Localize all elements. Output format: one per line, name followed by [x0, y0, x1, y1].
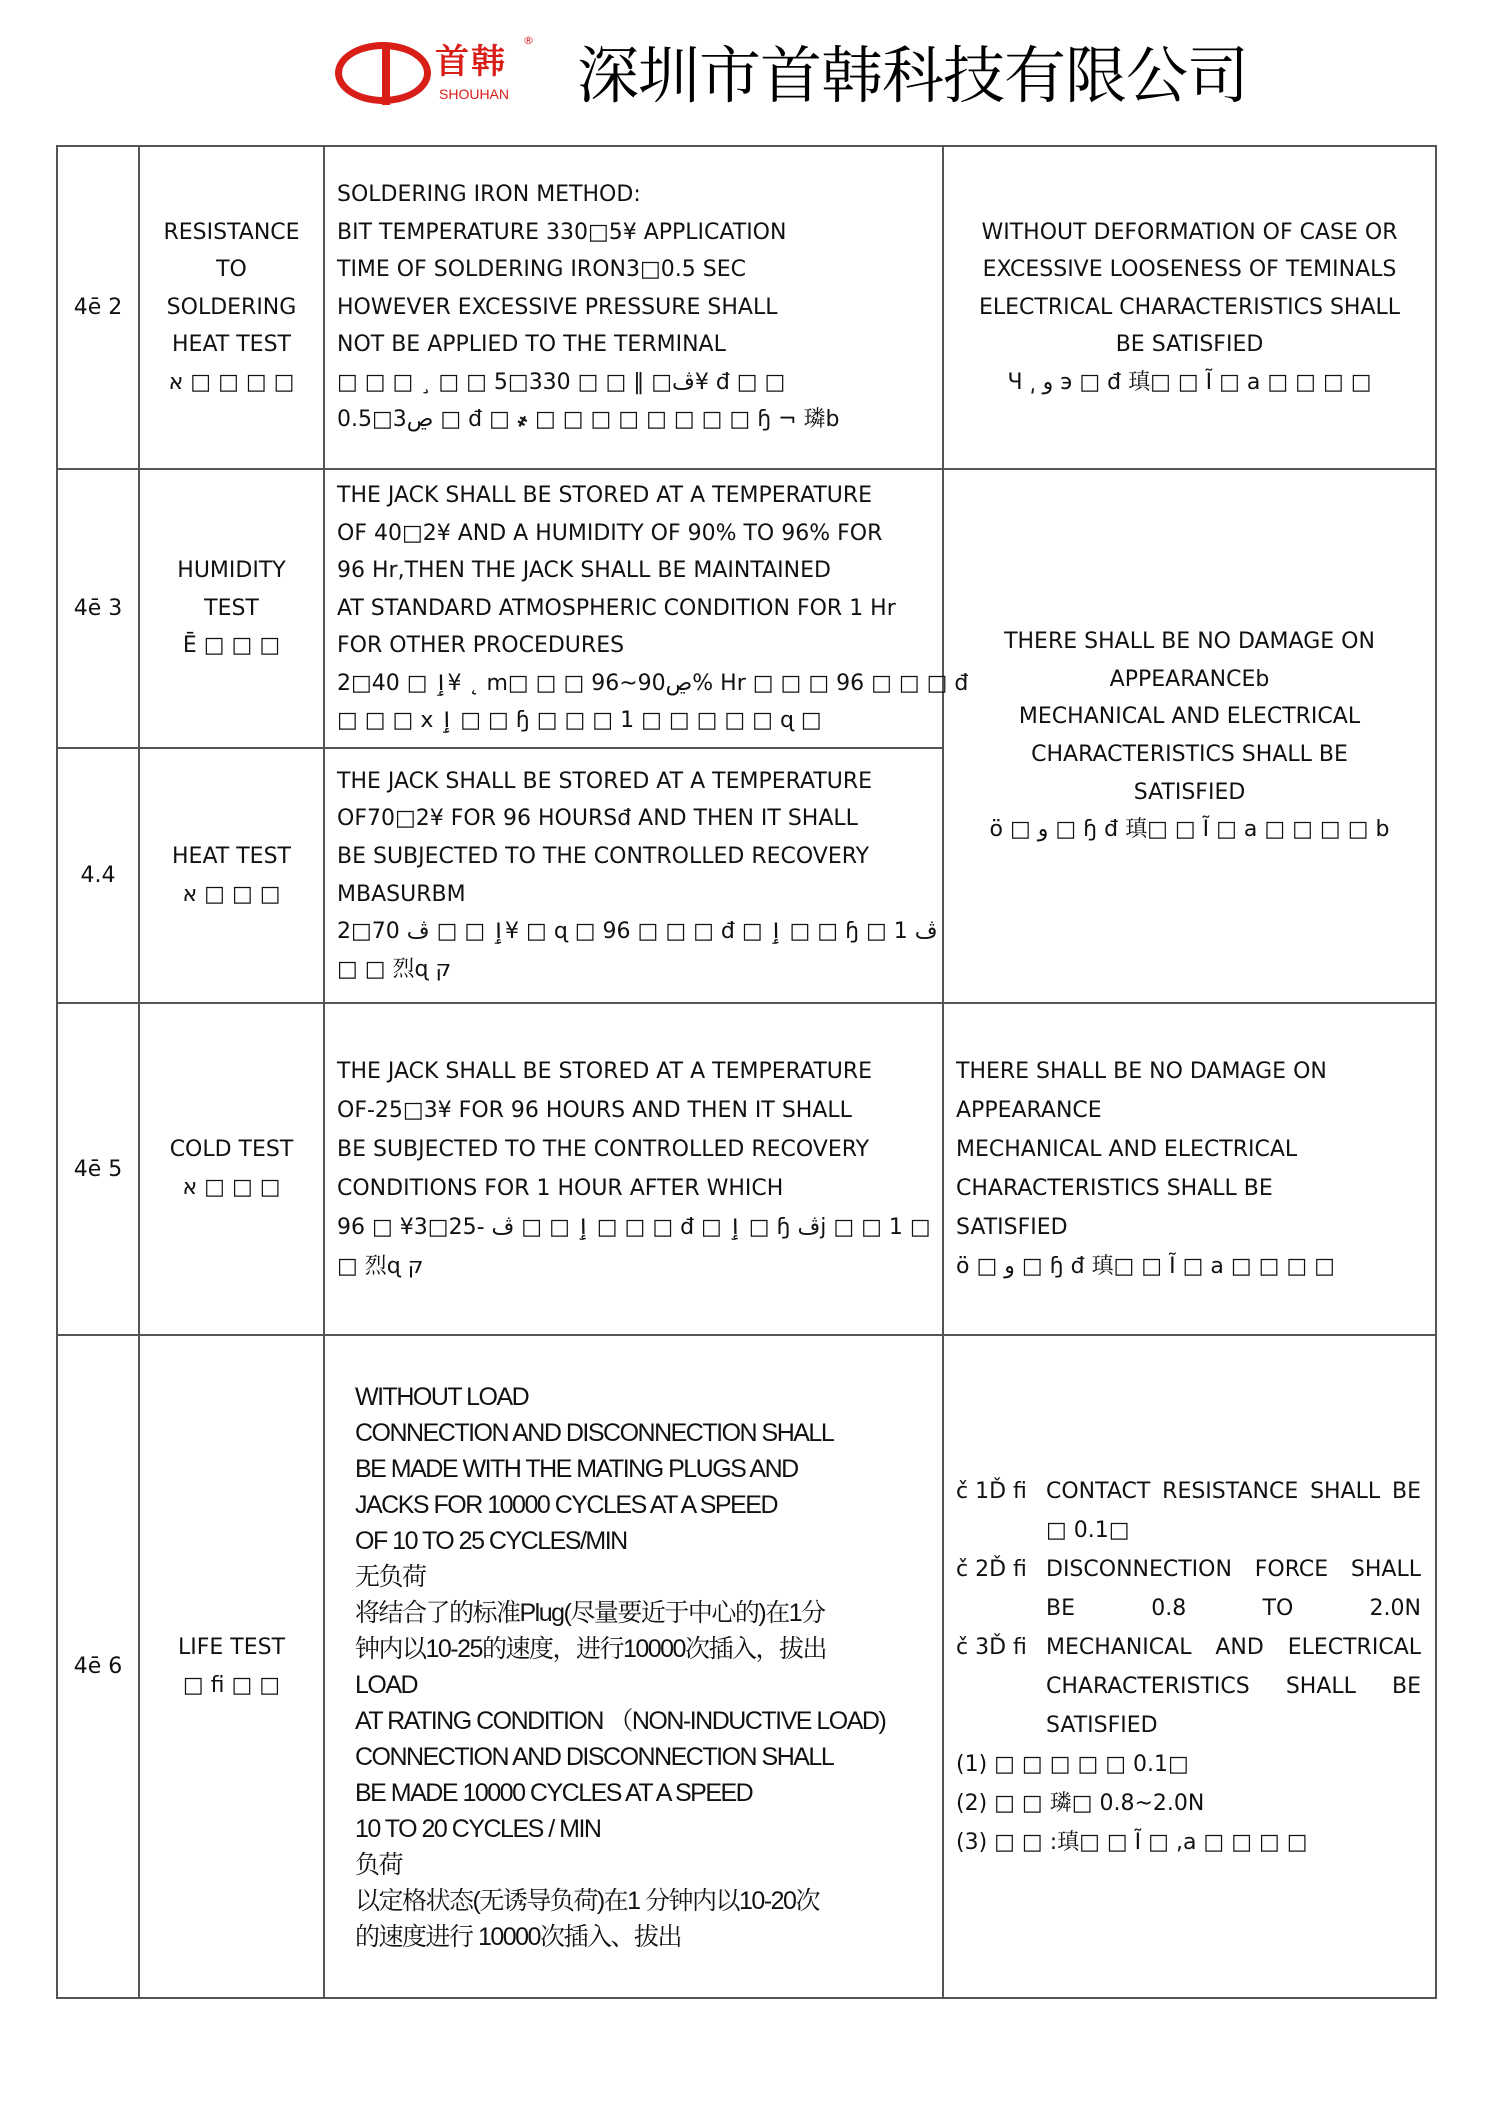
text-line: 的速度进行 10000次插入、拔出 — [355, 1922, 681, 1951]
text-line: ٳ □ 40□2¥ ˛ m□ □ □ ڝ90~96% Hr □ □ □ 96 □ □ □ đ — [337, 670, 969, 696]
text-line: APPEARANCEb — [1109, 666, 1270, 692]
test-name — [139, 748, 324, 1003]
text-line: א □ □ □ — [182, 1175, 281, 1200]
text-line: ELECTRICAL CHARACTERISTICS SHALL — [978, 294, 1401, 320]
text-line: 负荷 — [355, 1850, 403, 1879]
text-line: TO — [216, 257, 247, 283]
text-line: 无负荷 — [355, 1562, 426, 1591]
text-line: א □ □ □ □ — [168, 369, 295, 395]
text-line: THE JACK SHALL BE STORED AT A TEMPERATURE — [337, 482, 873, 508]
text-line: SATISFIED — [1133, 779, 1246, 805]
logo-mark-icon — [335, 42, 431, 104]
text-line: CONNECTION AND DISCONNECTION SHALL — [355, 1418, 834, 1447]
text-line: OF 40□2¥ AND A HUMIDITY OF 90% TO 96% FOR — [337, 520, 883, 546]
text-line: SOLDERING IRON METHOD: — [337, 181, 641, 207]
text-line: NOT BE APPLIED TO THE TERMINAL — [337, 332, 726, 358]
text-line: ö □ و □ ɧ đ 瑱□ □ Ĩ □ a □ □ □ □ — [956, 1254, 1335, 1279]
item-text: CONTACT RESISTANCE SHALL BE □ 0.1□ — [1046, 1478, 1421, 1543]
text-line: AT RATING CONDITION （NON-INDUCTIVE LOAD) — [355, 1706, 886, 1735]
requirement-cn-list — [956, 1745, 1435, 1862]
text-line: CHARACTERISTICS SHALL BE — [956, 1176, 1273, 1201]
text-line: BE SUBJECTED TO THE CONTROLLED RECOVERY — [337, 1137, 870, 1162]
test-requirement — [943, 1003, 1436, 1335]
table-row — [57, 1335, 1436, 1998]
text-line: APPEARANCE — [956, 1098, 1102, 1123]
text-line: (2) □ □ 璘□ 0.8~2.0N — [956, 1790, 1205, 1816]
requirement-item — [956, 1472, 1435, 1550]
table-row — [57, 146, 1436, 469]
text-line: ٳ □ □ ڤ 70□2¥ □ ɋ □ 96 □ □ □ đ □ ٳ □ □ ɧ □ ڤ 1 — [337, 919, 938, 945]
test-procedure — [324, 1003, 943, 1335]
registered-mark: ® — [523, 34, 534, 47]
text-line: THERE SHALL BE NO DAMAGE ON — [1004, 629, 1375, 655]
text-line: 将结合了的标准Plug(尽量要近于中心的)在1分 — [355, 1598, 825, 1627]
text-line: BE MADE WITH THE MATING PLUGS AND — [355, 1454, 798, 1483]
text-line: THE JACK SHALL BE STORED AT A TEMPERATURE — [337, 768, 873, 794]
table-row — [57, 1003, 1436, 1335]
item-text: DISCONNECTION FORCE SHALL BE 0.8 TO 2.0N — [1046, 1556, 1421, 1621]
text-line: TIME OF SOLDERING IRON3□0.5 SEC — [337, 257, 746, 283]
test-spec-table — [56, 145, 1437, 1999]
test-procedure — [324, 146, 943, 469]
text-line: HUMIDITY — [177, 558, 286, 584]
text-line: (3) □ □ :瑱□ □ Ĩ □ ,a □ □ □ □ — [956, 1829, 1308, 1855]
text-line: Ē □ □ □ — [182, 633, 281, 659]
text-line: □ □ □ ¸ □ □ ڤ□ ‖ □ □ 330□5¥ đ □ □ — [337, 369, 786, 395]
text-line: SATISFIED — [956, 1215, 1068, 1240]
test-procedure — [324, 469, 969, 748]
test-name — [139, 1335, 324, 1998]
text-line: MECHANICAL AND ELECTRICAL — [956, 1137, 1298, 1162]
test-requirement — [943, 1335, 1436, 1998]
text-line: HEAT TEST — [172, 843, 291, 869]
item-marker: č 1Ď fi — [956, 1478, 1027, 1504]
test-procedure — [324, 748, 943, 1003]
test-requirement — [943, 146, 1436, 469]
text-line: HOWEVER EXCESSIVE PRESSURE SHALL — [337, 294, 778, 320]
logo-cn-text: 首韩 — [435, 42, 507, 82]
item-number: 4ē 6 — [57, 1335, 139, 1998]
text-line: HEAT TEST — [172, 332, 291, 358]
company-name: 深圳市首韩科技有限公司 — [577, 39, 1249, 112]
text-line: LOAD — [355, 1670, 418, 1699]
text-line: OF-25□3¥ FOR 96 HOURS AND THEN IT SHALL — [337, 1098, 852, 1123]
text-line: RESISTANCE — [163, 219, 300, 245]
text-line: א □ □ □ — [182, 881, 281, 907]
requirement-item — [956, 1628, 1435, 1745]
text-line: ڝ3□0.5 □ đ □ ҂ □ □ □ □ □ □ □ □ ɧ ¬ 璘b — [337, 407, 840, 433]
text-line: □ □ □ x ٳ □ □ ɧ □ □ □ 1 □ □ □ □ □ ɋ □ — [337, 708, 822, 734]
text-line: BIT TEMPERATURE 330□5¥ APPLICATION — [337, 219, 787, 245]
text-line: WITHOUT LOAD — [355, 1382, 529, 1411]
text-line: (1) □ □ □ □ □ 0.1□ — [956, 1751, 1189, 1777]
logo-en-text: SHOUHAN — [439, 86, 510, 102]
text-line: TEST — [204, 595, 259, 621]
text-line: ö □ و □ ɧ đ 瑱□ □ Ĩ □ a □ □ □ □ b — [989, 817, 1390, 843]
text-line: LIFE TEST — [177, 1634, 286, 1660]
text-line: AT STANDARD ATMOSPHERIC CONDITION FOR 1 Hr — [337, 595, 896, 621]
text-line: MECHANICAL AND ELECTRICAL — [1018, 704, 1361, 730]
item-marker: č 3Ď fi — [956, 1634, 1027, 1660]
text-line: CHARACTERISTICS SHALL BE — [1031, 742, 1348, 767]
text-line: 钟内以10-25的速度，进行10000次插入，拔出 — [355, 1634, 826, 1663]
text-line: WITHOUT DEFORMATION OF CASE OR — [981, 219, 1398, 245]
test-name — [139, 1003, 324, 1335]
table-row — [57, 469, 1436, 748]
text-line: CONDITIONS FOR 1 HOUR AFTER WHICH — [337, 1176, 784, 1201]
test-name — [139, 146, 324, 469]
text-line: OF70□2¥ FOR 96 HOURSđ AND THEN IT SHALL — [337, 806, 858, 832]
text-line: SOLDERING — [166, 294, 297, 320]
text-line: □ □ 烈ɋ ק — [337, 956, 452, 982]
text-line: 10 TO 20 CYCLES / MIN — [355, 1814, 601, 1843]
item-number: 4.4 — [57, 748, 139, 1003]
item-number: 4ē 2 — [57, 146, 139, 469]
text-line: ٳ □ □ ڤ -25□3¥ □ 96 □ □ □ đ □ ٳ □ ɧ ڤj □ □ 1 □ — [337, 1215, 931, 1240]
company-logo — [335, 34, 535, 110]
test-requirement — [943, 469, 1436, 1003]
text-line: OF 10 TO 25 CYCLES/MIN — [355, 1526, 627, 1555]
text-line: EXCESSIVE LOOSENESS OF TEMINALS — [982, 257, 1397, 283]
text-line: CONNECTION AND DISCONNECTION SHALL — [355, 1742, 834, 1771]
text-line: BE MADE 10000 CYCLES AT A SPEED — [355, 1778, 753, 1807]
text-line: □ 烈ɋ ק — [337, 1254, 424, 1279]
text-line: FOR OTHER PROCEDURES — [337, 633, 625, 659]
item-number: 4ē 5 — [57, 1003, 139, 1335]
test-name — [139, 469, 324, 748]
page-header — [0, 0, 1488, 140]
item-number: 4ē 3 — [57, 469, 139, 748]
text-line: THERE SHALL BE NO DAMAGE ON — [956, 1059, 1327, 1084]
text-line: 96 Hr,THEN THE JACK SHALL BE MAINTAINED — [337, 558, 831, 584]
text-line: 以定格状态(无诱导负荷)在1 分钟内以10-20次 — [355, 1886, 819, 1915]
text-line: BE SATISFIED — [1115, 332, 1264, 358]
requirement-item — [956, 1550, 1435, 1628]
item-text: MECHANICAL AND ELECTRICAL CHARACTERISTICS SHALL BE SATISFIED — [1046, 1634, 1421, 1738]
text-line: BE SUBJECTED TO THE CONTROLLED RECOVERY — [337, 843, 870, 869]
text-line: COLD TEST — [169, 1137, 294, 1163]
text-line: MBASURBM — [337, 881, 466, 907]
text-line: THE JACK SHALL BE STORED AT A TEMPERATURE — [337, 1059, 873, 1084]
item-marker: č 2Ď fi — [956, 1556, 1027, 1582]
test-procedure — [324, 1335, 943, 1998]
text-line: Ч ͵ و э □ đ 瑱□ □ Ĩ □ a □ □ □ □ — [1007, 369, 1372, 395]
text-line: □ fi □ □ — [182, 1672, 281, 1698]
text-line: JACKS FOR 10000 CYCLES AT A SPEED — [355, 1490, 778, 1519]
